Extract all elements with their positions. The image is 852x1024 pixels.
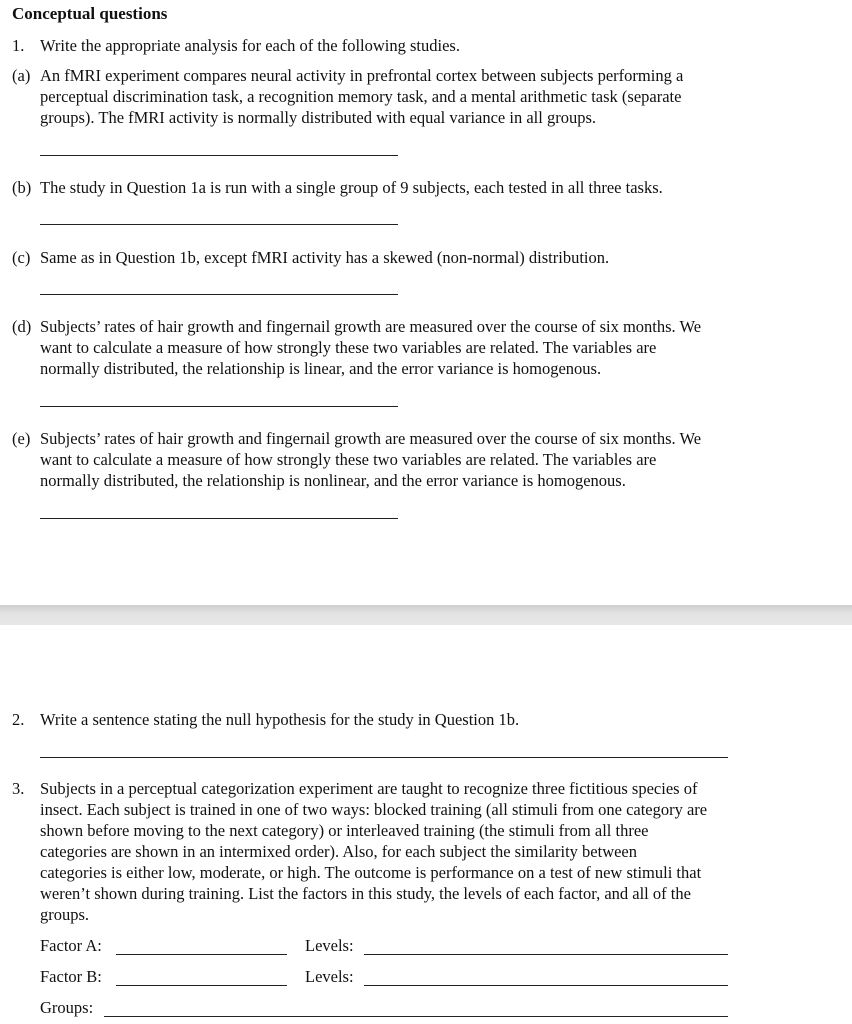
q3-number: 3. bbox=[12, 779, 25, 798]
q2-prompt: Write a sentence stating the null hypothesis for the study in Question 1b. bbox=[40, 710, 520, 729]
q1-number: 1. bbox=[12, 36, 25, 55]
factor-b-levels-answer-line[interactable] bbox=[364, 985, 728, 986]
q1e-text-line: normally distributed, the relationship is nonlinear, and the error variance is homogenous. bbox=[40, 471, 626, 490]
factor-b-levels-label: Levels: bbox=[305, 967, 354, 986]
q1d-text-line: want to calculate a measure of how strongly these two variables are related. The variables are bbox=[40, 338, 657, 357]
q1e-answer-line[interactable] bbox=[40, 518, 398, 519]
q1e-label: (e) bbox=[12, 429, 31, 448]
q1c-label: (c) bbox=[12, 248, 31, 267]
factor-a-levels-label: Levels: bbox=[305, 936, 354, 955]
q2-answer-line[interactable] bbox=[40, 757, 728, 758]
factor-a-levels-answer-line[interactable] bbox=[364, 954, 728, 955]
factor-a-answer-line[interactable] bbox=[116, 954, 287, 955]
q1c-answer-line[interactable] bbox=[40, 294, 398, 295]
q3-text-line: insect. Each subject is trained in one of two ways: blocked training (all stimuli from one category are bbox=[40, 800, 708, 819]
q1d-text-line: normally distributed, the relationship is linear, and the error variance is homogenous. bbox=[40, 359, 602, 378]
q1a-label: (a) bbox=[12, 66, 31, 85]
q1c-text-line: Same as in Question 1b, except fMRI activity has a skewed (non-normal) distribution. bbox=[40, 248, 610, 267]
q3-text-line: Subjects in a perceptual categorization experiment are taught to recognize three fictitious species of bbox=[40, 779, 698, 798]
q3-text-line: shown before moving to the next category) or interleaved training (the stimuli from all three bbox=[40, 821, 649, 840]
groups-label: Groups: bbox=[40, 998, 94, 1017]
q3-text-line: categories are shown in an intermixed order). Also, for each subject the similarity between bbox=[40, 842, 638, 861]
page-break bbox=[0, 605, 852, 625]
q3-text-line: weren’t shown during training. List the factors in this study, the levels of each factor, and all of the bbox=[40, 884, 691, 903]
q1b-text-line: The study in Question 1a is run with a single group of 9 subjects, each tested in all three tasks. bbox=[40, 178, 663, 197]
q1e-text-line: want to calculate a measure of how strongly these two variables are related. The variables are bbox=[40, 450, 657, 469]
groups-answer-line[interactable] bbox=[104, 1016, 728, 1017]
q1d-answer-line[interactable] bbox=[40, 406, 398, 407]
q1b-answer-line[interactable] bbox=[40, 224, 398, 225]
q1-prompt: Write the appropriate analysis for each of the following studies. bbox=[40, 36, 460, 55]
q3-text-line: categories is either low, moderate, or high. The outcome is performance on a test of new stimuli that bbox=[40, 863, 702, 882]
factor-b-label: Factor B: bbox=[40, 967, 102, 986]
q2-number: 2. bbox=[12, 710, 25, 729]
q1d-label: (d) bbox=[12, 317, 32, 336]
q1d-text-line: Subjects’ rates of hair growth and fingernail growth are measured over the course of six months. We bbox=[40, 317, 702, 336]
q1a-text-line: An fMRI experiment compares neural activity in prefrontal cortex between subjects performing a bbox=[40, 66, 684, 85]
factor-a-label: Factor A: bbox=[40, 936, 102, 955]
q1e-text-line: Subjects’ rates of hair growth and fingernail growth are measured over the course of six months. We bbox=[40, 429, 702, 448]
q1a-text-line: groups). The fMRI activity is normally distributed with equal variance in all groups. bbox=[40, 108, 596, 127]
q1b-label: (b) bbox=[12, 178, 32, 197]
q1a-text-line: perceptual discrimination task, a recognition memory task, and a mental arithmetic task (separate bbox=[40, 87, 682, 106]
factor-b-answer-line[interactable] bbox=[116, 985, 287, 986]
q1a-answer-line[interactable] bbox=[40, 155, 398, 156]
page-title: Conceptual questions bbox=[12, 4, 168, 23]
q3-text-line: groups. bbox=[40, 905, 90, 924]
